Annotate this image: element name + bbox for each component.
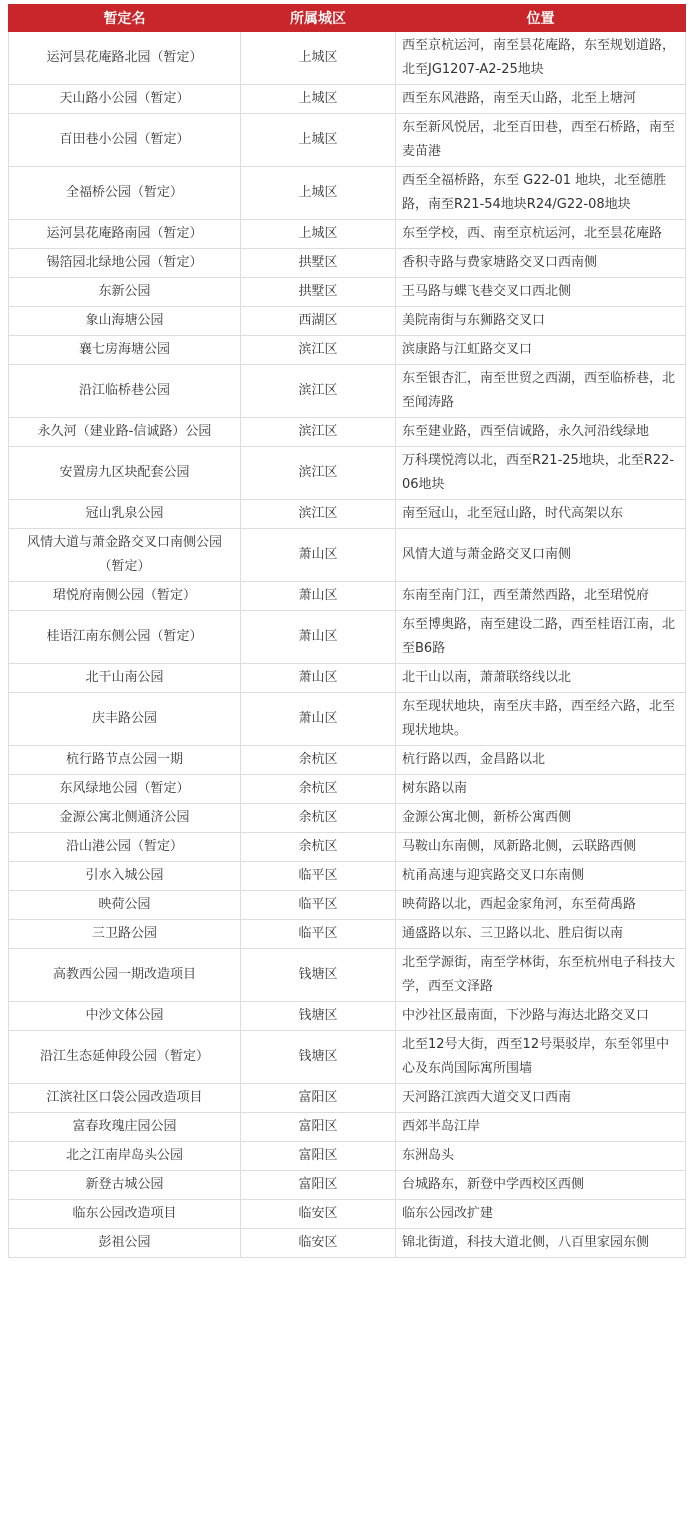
table-row <box>9 1142 686 1171</box>
location-cell: 东至现状地块，南至庆丰路，西至经六路，北至现状地块。 <box>396 693 686 746</box>
park-name-cell: 天山路小公园（暂定） <box>9 85 241 114</box>
table-row <box>9 249 686 278</box>
park-name-cell: 映荷公园 <box>9 891 241 920</box>
location-cell: 东至博奥路，南至建设二路，西至桂语江南，北至B6路 <box>396 611 686 664</box>
park-name-cell: 锡箔园北绿地公园（暂定） <box>9 249 241 278</box>
park-name-cell: 中沙文体公园 <box>9 1002 241 1031</box>
park-name-cell: 东新公园 <box>9 278 241 307</box>
location-cell: 北至12号大街，西至12号渠驳岸，东至邻里中心及东尚国际寓所围墙 <box>396 1031 686 1084</box>
park-name-cell: 襄七房海塘公园 <box>9 336 241 365</box>
district-cell: 临平区 <box>241 862 396 891</box>
park-name-cell: 珺悦府南侧公园（暂定） <box>9 582 241 611</box>
district-cell: 上城区 <box>241 114 396 167</box>
district-cell: 富阳区 <box>241 1142 396 1171</box>
park-name-cell: 三卫路公园 <box>9 920 241 949</box>
park-name-cell: 百田巷小公园（暂定） <box>9 114 241 167</box>
district-cell: 临平区 <box>241 891 396 920</box>
location-cell: 天河路江滨西大道交叉口西南 <box>396 1084 686 1113</box>
table-row <box>9 336 686 365</box>
table-row <box>9 307 686 336</box>
location-cell: 台城路东，新登中学西校区西侧 <box>396 1171 686 1200</box>
park-name-cell: 引水入城公园 <box>9 862 241 891</box>
park-name-cell: 江滨社区口袋公园改造项目 <box>9 1084 241 1113</box>
park-name-cell: 运河昙花庵路南园（暂定） <box>9 220 241 249</box>
district-cell: 钱塘区 <box>241 1031 396 1084</box>
location-cell: 东至建业路，西至信诚路，永久河沿线绿地 <box>396 418 686 447</box>
table-row <box>9 1113 686 1142</box>
table-row <box>9 418 686 447</box>
table-row <box>9 804 686 833</box>
park-name-cell: 象山海塘公园 <box>9 307 241 336</box>
table-row <box>9 833 686 862</box>
district-cell: 滨江区 <box>241 447 396 500</box>
location-cell: 香积寺路与费家塘路交叉口西南侧 <box>396 249 686 278</box>
table-row <box>9 278 686 307</box>
table-row <box>9 167 686 220</box>
district-cell: 钱塘区 <box>241 949 396 1002</box>
park-name-cell: 北之江南岸岛头公园 <box>9 1142 241 1171</box>
park-name-cell: 高教西公园一期改造项目 <box>9 949 241 1002</box>
table-row <box>9 1084 686 1113</box>
location-cell: 东至学校，西、南至京杭运河，北至昙花庵路 <box>396 220 686 249</box>
district-cell: 萧山区 <box>241 611 396 664</box>
location-cell: 临东公园改扩建 <box>396 1200 686 1229</box>
table-body <box>9 32 686 1258</box>
park-name-cell: 沿山港公园（暂定） <box>9 833 241 862</box>
table-header-row <box>9 5 686 32</box>
district-cell: 滨江区 <box>241 418 396 447</box>
table-row <box>9 365 686 418</box>
parks-table <box>8 4 686 1258</box>
table-row <box>9 862 686 891</box>
location-cell: 西至京杭运河，南至昙花庵路，东至规划道路，北至JG1207-A2-25地块 <box>396 32 686 85</box>
location-cell: 东南至南门江，西至萧然西路，北至珺悦府 <box>396 582 686 611</box>
table-row <box>9 920 686 949</box>
district-cell: 拱墅区 <box>241 249 396 278</box>
district-cell: 滨江区 <box>241 500 396 529</box>
header-name: 暂定名 <box>9 5 241 32</box>
table-row <box>9 746 686 775</box>
park-name-cell: 东风绿地公园（暂定） <box>9 775 241 804</box>
location-cell: 美院南街与东狮路交叉口 <box>396 307 686 336</box>
table-row <box>9 1171 686 1200</box>
district-cell: 萧山区 <box>241 693 396 746</box>
table-row <box>9 582 686 611</box>
district-cell: 余杭区 <box>241 804 396 833</box>
location-cell: 北干山以南，萧萧联络线以北 <box>396 664 686 693</box>
park-name-cell: 安置房九区块配套公园 <box>9 447 241 500</box>
location-cell: 西郊半岛江岸 <box>396 1113 686 1142</box>
district-cell: 上城区 <box>241 85 396 114</box>
location-cell: 树东路以南 <box>396 775 686 804</box>
park-name-cell: 新登古城公园 <box>9 1171 241 1200</box>
table-row <box>9 891 686 920</box>
table-row <box>9 1031 686 1084</box>
district-cell: 临平区 <box>241 920 396 949</box>
park-name-cell: 庆丰路公园 <box>9 693 241 746</box>
location-cell: 西至东风港路，南至天山路，北至上塘河 <box>396 85 686 114</box>
district-cell: 滨江区 <box>241 365 396 418</box>
district-cell: 富阳区 <box>241 1084 396 1113</box>
district-cell: 上城区 <box>241 167 396 220</box>
table-row <box>9 220 686 249</box>
table-row <box>9 1229 686 1258</box>
park-name-cell: 永久河（建业路-信诚路）公园 <box>9 418 241 447</box>
district-cell: 富阳区 <box>241 1113 396 1142</box>
location-cell: 滨康路与江虹路交叉口 <box>396 336 686 365</box>
location-cell: 王马路与蝶飞巷交叉口西北侧 <box>396 278 686 307</box>
table-row <box>9 664 686 693</box>
district-cell: 余杭区 <box>241 775 396 804</box>
district-cell: 上城区 <box>241 32 396 85</box>
table-row <box>9 949 686 1002</box>
park-name-cell: 金源公寓北侧通济公园 <box>9 804 241 833</box>
district-cell: 西湖区 <box>241 307 396 336</box>
district-cell: 萧山区 <box>241 664 396 693</box>
header-location: 位置 <box>396 5 686 32</box>
location-cell: 西至全福桥路，东至 G22-01 地块，北至德胜路，南至R21-54地块R24/G22-08地块 <box>396 167 686 220</box>
district-cell: 萧山区 <box>241 582 396 611</box>
table-row <box>9 693 686 746</box>
table-row <box>9 529 686 582</box>
location-cell: 通盛路以东、三卫路以北、胜启街以南 <box>396 920 686 949</box>
location-cell: 马鞍山东南侧，凤新路北侧，云联路西侧 <box>396 833 686 862</box>
park-name-cell: 全福桥公园（暂定） <box>9 167 241 220</box>
district-cell: 富阳区 <box>241 1171 396 1200</box>
location-cell: 风情大道与萧金路交叉口南侧 <box>396 529 686 582</box>
table-row <box>9 1200 686 1229</box>
location-cell: 金源公寓北侧，新桥公寓西侧 <box>396 804 686 833</box>
location-cell: 东至新风悦居，北至百田巷，西至石桥路，南至麦苗港 <box>396 114 686 167</box>
park-name-cell: 冠山乳泉公园 <box>9 500 241 529</box>
park-name-cell: 临东公园改造项目 <box>9 1200 241 1229</box>
table-row <box>9 114 686 167</box>
district-cell: 拱墅区 <box>241 278 396 307</box>
table-row <box>9 611 686 664</box>
district-cell: 余杭区 <box>241 833 396 862</box>
park-name-cell: 沿江临桥巷公园 <box>9 365 241 418</box>
table-row <box>9 500 686 529</box>
location-cell: 东至银杏汇，南至世贸之西湖，西至临桥巷，北至闻涛路 <box>396 365 686 418</box>
location-cell: 东洲岛头 <box>396 1142 686 1171</box>
location-cell: 锦北街道，科技大道北侧，八百里家园东侧 <box>396 1229 686 1258</box>
table-row <box>9 1002 686 1031</box>
location-cell: 北至学源街，南至学林街，东至杭州电子科技大学，西至文泽路 <box>396 949 686 1002</box>
park-name-cell: 彭祖公园 <box>9 1229 241 1258</box>
location-cell: 中沙社区最南面，下沙路与海达北路交叉口 <box>396 1002 686 1031</box>
district-cell: 上城区 <box>241 220 396 249</box>
district-cell: 临安区 <box>241 1200 396 1229</box>
park-name-cell: 北干山南公园 <box>9 664 241 693</box>
park-name-cell: 富春玫瑰庄园公园 <box>9 1113 241 1142</box>
park-name-cell: 沿江生态延伸段公园（暂定） <box>9 1031 241 1084</box>
location-cell: 杭行路以西，金昌路以北 <box>396 746 686 775</box>
location-cell: 杭甬高速与迎宾路交叉口东南侧 <box>396 862 686 891</box>
location-cell: 万科璞悦湾以北，西至R21-25地块，北至R22-06地块 <box>396 447 686 500</box>
header-district: 所属城区 <box>241 5 396 32</box>
location-cell: 南至冠山，北至冠山路，时代高架以东 <box>396 500 686 529</box>
table-row <box>9 32 686 85</box>
district-cell: 萧山区 <box>241 529 396 582</box>
park-name-cell: 桂语江南东侧公园（暂定） <box>9 611 241 664</box>
park-name-cell: 运河昙花庵路北园（暂定） <box>9 32 241 85</box>
location-cell: 映荷路以北，西起金家角河，东至荷禹路 <box>396 891 686 920</box>
district-cell: 滨江区 <box>241 336 396 365</box>
table-row <box>9 447 686 500</box>
table-row <box>9 775 686 804</box>
district-cell: 钱塘区 <box>241 1002 396 1031</box>
park-name-cell: 风情大道与萧金路交叉口南侧公园（暂定） <box>9 529 241 582</box>
park-name-cell: 杭行路节点公园一期 <box>9 746 241 775</box>
district-cell: 余杭区 <box>241 746 396 775</box>
district-cell: 临安区 <box>241 1229 396 1258</box>
table-row <box>9 85 686 114</box>
